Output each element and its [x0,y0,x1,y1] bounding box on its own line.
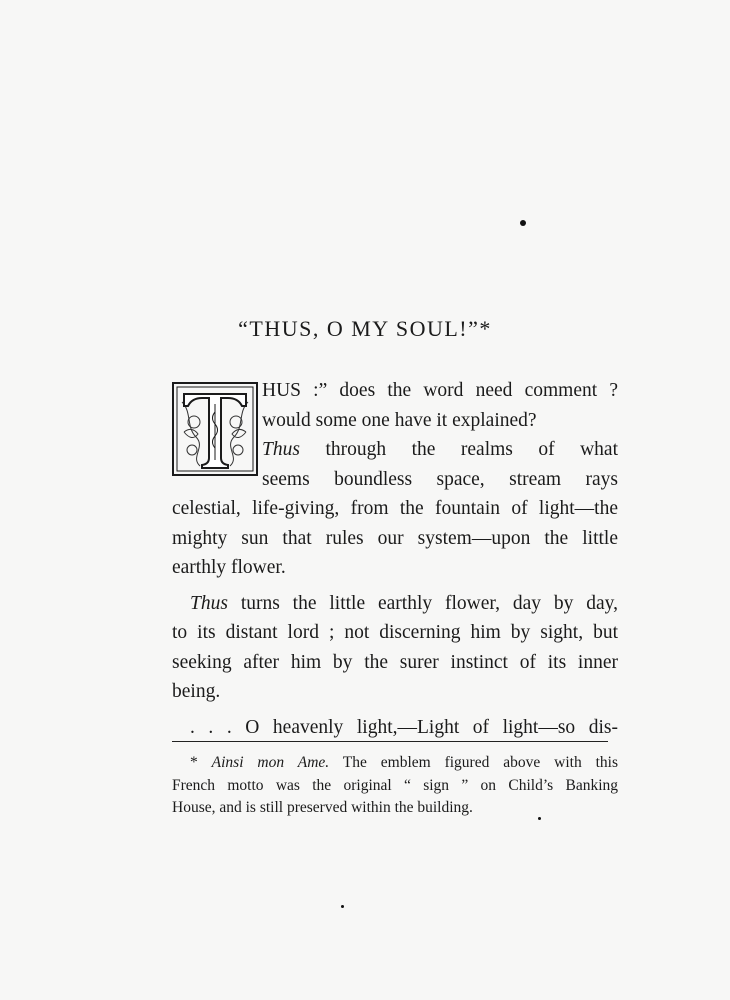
paragraph-2-line-1-text: through the realms of what [325,439,618,460]
ink-speck [520,220,526,226]
paragraph-3-line-1-text: turns the little earthly flower, day by day, [240,592,618,614]
paragraph-1-line-2: would some one have it explained? [262,409,537,431]
paragraph-3-line-4: being. [172,681,221,702]
paragraph-2-line-2: seems boundless space, stream rays [262,468,618,490]
emphasis-thus: Thus [262,439,300,460]
paragraph-3-line-2: to its distant lord ; not discerning him by sight, but [172,622,618,643]
paragraph-2-line-3: celestial, life-giving, from the fountain of light—the [172,498,618,519]
footnote-marker: * [190,754,198,771]
ornamental-dropcap-t-icon [172,382,258,476]
footnote-line-1-text: The emblem figured above with this [342,754,618,771]
ink-speck [341,905,344,908]
body-text [172,376,618,742]
emphasis-thus: Thus [190,592,228,614]
footnote-line-1 [172,752,618,775]
page-title: “THUS, O MY SOUL!”* [238,316,492,341]
footnote [172,752,618,820]
paragraph-2-line-4: mighty sun that rules our system—upon the little [172,527,618,549]
paragraph-2-line-5: earthly flower. [172,557,286,578]
footnote-divider [172,741,608,742]
paragraph-3-line-1 [172,589,618,619]
footnote-motto: Ainsi mon Ame. [211,754,330,771]
footnote-line-3: House, and is still preserved within the building. [172,799,473,816]
paragraph-4 [172,713,618,743]
paragraph-1-line-1: HUS :” does the word need comment ? [262,380,618,401]
paragraph-4-line-1: . . . O heavenly light,—Light of light—so dis- [190,716,618,738]
footnote-line-2: French motto was the original “ sign ” on Child’s Banking [172,776,618,794]
paragraph-3 [172,589,618,707]
paragraph-3-line-3: seeking after him by the surer instinct of its inner [172,651,618,673]
